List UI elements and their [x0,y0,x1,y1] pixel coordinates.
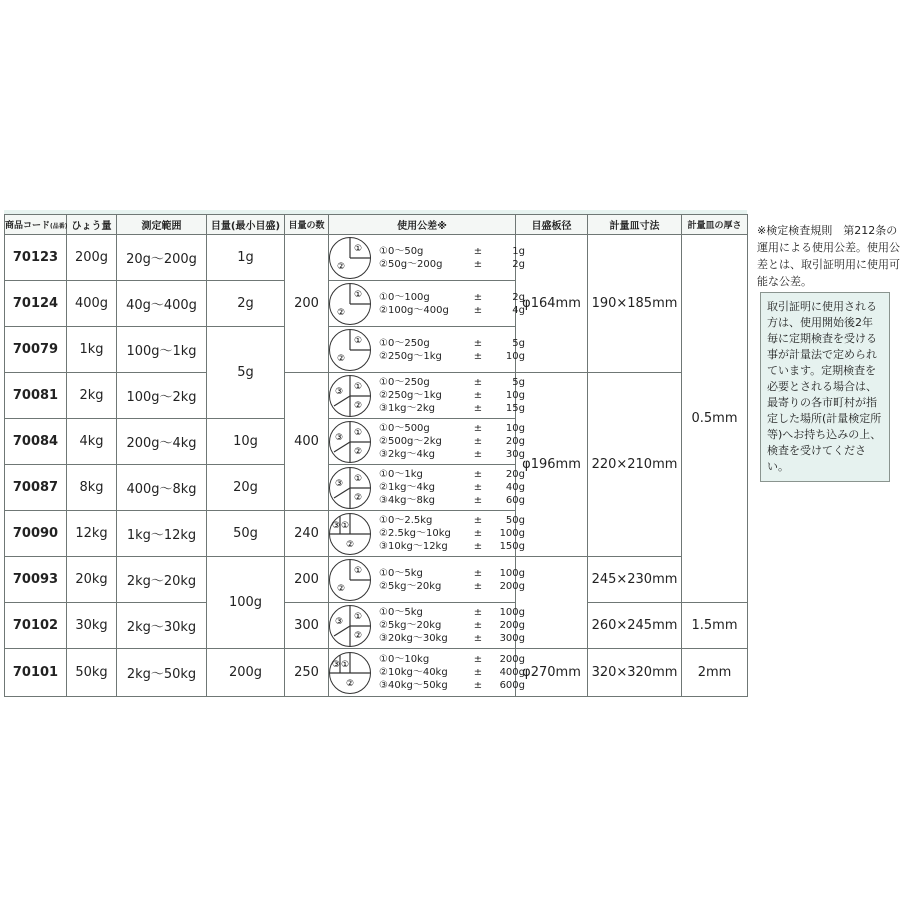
cell-tolerance [329,557,525,603]
tolerance-number: ② [379,304,388,316]
cell-capacity: 2kg [67,373,117,419]
tolerance-list [379,291,525,317]
header-tolerance: 使用公差※ [329,215,516,235]
tolerance-plusminus: ± [473,390,483,401]
tolerance-range: 0〜10kg [387,654,430,665]
dial-diagram-icon [329,329,371,371]
svg-text:①: ① [353,565,363,576]
svg-text:①: ① [353,289,363,300]
tolerance-range: 0〜250g [387,377,430,388]
tolerance-value: 150g [499,541,525,552]
tolerance-value: 100g [499,528,525,539]
cell-div-count: 300 [285,603,329,649]
tolerance-range: 0〜5kg [387,567,423,579]
tolerance-plusminus: ± [473,654,483,665]
tolerance-number: ① [379,377,388,388]
tolerance-number: ① [379,567,388,579]
tolerance-range-wrap [379,468,465,481]
tolerance-plusminus: ± [473,528,483,539]
cell-tolerance [329,419,525,465]
header-row [5,215,748,235]
tolerance-value: 100g [499,607,525,618]
tolerance-value: 300g [499,633,525,644]
cell-tolerance [329,281,525,327]
tolerance-range-wrap [379,679,465,692]
tolerance-range: 5kg〜20kg [387,580,442,592]
tolerance-number: ① [379,515,388,526]
tolerance-range-wrap [379,304,465,317]
tolerance-wrap [329,513,525,555]
cell-plate-size: 320×320mm [588,649,682,697]
tolerance-list [379,337,525,363]
table-row [5,373,748,419]
tolerance-value: 2g [512,291,525,303]
tolerance-line [379,494,525,507]
tolerance-range: 0〜250g [387,337,430,349]
cell-plate-thick: 0.5mm [682,235,748,603]
svg-text:②: ② [345,678,355,689]
tolerance-value: 5g [512,337,525,349]
tolerance-line [379,291,525,304]
tolerance-range: 1kg〜4kg [387,482,435,493]
tolerance-value: 1g [512,245,525,257]
svg-text:②: ② [336,353,346,364]
tolerance-value: 60g [505,495,525,506]
tolerance-range-wrap [379,580,465,593]
tolerance-value: 40g [505,482,525,493]
svg-text:②: ② [345,539,355,550]
tolerance-number: ② [379,620,388,631]
tolerance-range-wrap [379,666,465,679]
cell-division: 20g [207,465,285,511]
cell-tolerance [329,327,525,373]
cell-division: 10g [207,419,285,465]
cell-range: 200g〜4kg [117,419,207,465]
svg-text:①: ① [353,243,363,254]
tolerance-range: 2.5kg〜10kg [387,528,451,539]
tolerance-wrap [329,652,525,694]
tolerance-range: 50g〜200g [387,258,443,270]
tolerance-plusminus: ± [473,541,483,552]
tolerance-number: ② [379,482,388,493]
svg-text:③: ③ [331,520,341,531]
cell-code: 70124 [5,281,67,327]
cell-div-count: 250 [285,649,329,697]
cell-tolerance [329,511,525,557]
cell-code: 70123 [5,235,67,281]
tolerance-range-wrap [379,619,465,632]
cell-capacity: 8kg [67,465,117,511]
tolerance-line [379,567,525,580]
cell-code: 70101 [5,649,67,697]
tolerance-range-wrap [379,376,465,389]
tolerance-range: 100g〜400g [387,304,449,316]
cell-range: 2kg〜20kg [117,557,207,603]
tolerance-range: 5kg〜20kg [387,620,442,631]
cell-code: 70093 [5,557,67,603]
tolerance-number: ① [379,337,388,349]
tolerance-line [379,245,525,258]
tolerance-range: 250g〜1kg [387,350,442,362]
tolerance-range-wrap [379,337,465,350]
tolerance-range: 0〜5kg [387,607,423,618]
cell-code: 70087 [5,465,67,511]
svg-text:③: ③ [334,386,344,397]
tolerance-range-wrap [379,422,465,435]
svg-text:①: ① [353,473,363,484]
tolerance-value: 10g [505,350,525,362]
cell-range: 400g〜8kg [117,465,207,511]
cell-code: 70102 [5,603,67,649]
tolerance-plusminus: ± [473,620,483,631]
tolerance-range-wrap [379,632,465,645]
dial-diagram-icon [329,237,371,279]
tolerance-range: 500g〜2kg [387,436,442,447]
cell-div-count: 200 [285,557,329,603]
cell-code: 70090 [5,511,67,557]
cell-range: 100g〜2kg [117,373,207,419]
cell-tolerance [329,465,525,511]
cell-capacity: 400g [67,281,117,327]
tolerance-line [379,468,525,481]
tolerance-line [379,540,525,553]
cell-capacity: 200g [67,235,117,281]
svg-text:②: ② [336,583,346,594]
tolerance-value: 400g [499,667,525,678]
tolerance-value: 200g [499,654,525,665]
header-range: 測定範囲 [117,215,207,235]
tolerance-range: 40kg〜50kg [387,680,448,691]
tolerance-range: 0〜100g [387,291,430,303]
tolerance-line [379,350,525,363]
svg-text:②: ② [353,446,363,457]
tolerance-number: ③ [379,449,388,460]
cell-range: 1kg〜12kg [117,511,207,557]
cell-range: 40g〜400g [117,281,207,327]
tolerance-plusminus: ± [473,580,483,592]
tolerance-line [379,402,525,415]
tolerance-plusminus: ± [473,304,483,316]
cell-capacity: 30kg [67,603,117,649]
header-plate-thick: 計量皿の厚さ [682,215,748,235]
dial-diagram-icon [329,375,371,417]
tolerance-line [379,389,525,402]
cell-tolerance [329,649,525,697]
tolerance-plusminus: ± [473,515,483,526]
tolerance-range-wrap [379,606,465,619]
svg-text:①: ① [340,520,350,531]
tolerance-number: ③ [379,541,388,552]
tolerance-range: 0〜1kg [387,469,423,480]
tolerance-range-wrap [379,567,465,580]
tolerance-range: 10kg〜12kg [387,541,448,552]
tolerance-range: 0〜500g [387,423,430,434]
tolerance-number: ② [379,436,388,447]
header-capacity: ひょう量 [67,215,117,235]
tolerance-range-wrap [379,540,465,553]
tolerance-plusminus: ± [473,258,483,270]
tolerance-number: ① [379,469,388,480]
tolerance-plusminus: ± [473,495,483,506]
tolerance-number: ① [379,291,388,303]
svg-text:③: ③ [334,478,344,489]
dial-diagram-icon [329,283,371,325]
tolerance-value: 15g [505,403,525,414]
tolerance-wrap [329,329,525,371]
tolerance-plusminus: ± [473,350,483,362]
tolerance-range-wrap [379,448,465,461]
tolerance-range-wrap [379,653,465,666]
tolerance-plusminus: ± [473,337,483,349]
tolerance-line [379,376,525,389]
tolerance-plusminus: ± [473,436,483,447]
cell-tolerance [329,603,525,649]
tolerance-wrap [329,283,525,325]
tolerance-number: ③ [379,403,388,414]
cell-plate-size: 220×210mm [588,373,682,557]
header-plate-size: 計量皿寸法 [588,215,682,235]
tolerance-wrap [329,605,525,647]
tolerance-plusminus: ± [473,403,483,414]
tolerance-value: 10g [505,390,525,401]
tolerance-plusminus: ± [473,449,483,460]
tolerance-value: 20g [505,469,525,480]
tolerance-range: 4kg〜8kg [387,495,435,506]
cell-div-count: 400 [285,373,329,511]
svg-text:②: ② [353,400,363,411]
tolerance-range-wrap [379,291,465,304]
dial-diagram-icon [329,559,371,601]
svg-text:①: ① [353,335,363,346]
tolerance-line [379,304,525,317]
tolerance-plusminus: ± [473,607,483,618]
cell-dial-dia-empty [516,557,588,649]
tolerance-number: ② [379,667,388,678]
dial-diagram-icon [329,513,371,555]
tolerance-value: 600g [499,680,525,691]
cell-code: 70079 [5,327,67,373]
tolerance-range-wrap [379,245,465,258]
tolerance-number: ② [379,350,388,362]
tolerance-line [379,679,525,692]
cell-capacity: 1kg [67,327,117,373]
cell-division: 200g [207,649,285,697]
tolerance-line [379,481,525,494]
tolerance-value: 200g [499,620,525,631]
tolerance-range-wrap [379,435,465,448]
tolerance-value: 20g [505,436,525,447]
spec-table [4,214,748,697]
tolerance-value: 100g [499,567,525,579]
tolerance-range: 2kg〜4kg [387,449,435,460]
svg-text:②: ② [353,630,363,641]
tolerance-line [379,606,525,619]
svg-text:①: ① [353,427,363,438]
svg-text:③: ③ [334,616,344,627]
tolerance-line [379,653,525,666]
tolerance-line [379,619,525,632]
cell-range: 20g〜200g [117,235,207,281]
cell-dial-dia: φ164mm [516,235,588,373]
tolerance-wrap [329,559,525,601]
tolerance-value: 4g [512,304,525,316]
tolerance-list [379,514,525,553]
tolerance-plusminus: ± [473,423,483,434]
tolerance-range: 20kg〜30kg [387,633,448,644]
table-row [5,649,748,697]
tolerance-line [379,337,525,350]
tolerance-value: 50g [505,515,525,526]
inspection-note-box: 取引証明に使用される方は、使用開始後2年毎に定期検査を受ける事が計量法で定められています。定期検査を必要とされる場合は、最寄りの各市町村が指定した場所(計量検定所等)へお持ち込みの上、検査を受けてください。 [760,292,890,482]
tolerance-wrap [329,421,525,463]
regulation-note: ※検定検査規則 第212条の運用による使用公差。使用公差とは、取引証明用に使用可能な公差。 [757,224,900,288]
cell-division: 50g [207,511,285,557]
tolerance-plusminus: ± [473,482,483,493]
header-code: 商品コード(品番) [5,215,67,235]
cell-plate-thick: 2mm [682,649,748,697]
tolerance-range-wrap [379,402,465,415]
cell-range: 2kg〜30kg [117,603,207,649]
tolerance-range-wrap [379,481,465,494]
tolerance-line [379,435,525,448]
tolerance-line [379,527,525,540]
cell-capacity: 12kg [67,511,117,557]
cell-plate-thick: 1.5mm [682,603,748,649]
tolerance-list [379,468,525,507]
tolerance-list [379,245,525,271]
cell-dial-dia: φ196mm [516,373,588,557]
tolerance-number: ② [379,258,388,270]
tolerance-list [379,376,525,415]
tolerance-number: ① [379,423,388,434]
tolerance-range-wrap [379,494,465,507]
svg-text:①: ① [340,659,350,670]
tolerance-wrap [329,237,525,279]
cell-division: 100g [207,557,285,649]
svg-text:②: ② [353,492,363,503]
tolerance-plusminus: ± [473,567,483,579]
tolerance-range-wrap [379,258,465,271]
tolerance-wrap [329,375,525,417]
tolerance-value: 5g [512,377,525,388]
cell-range: 100g〜1kg [117,327,207,373]
cell-plate-size: 190×185mm [588,235,682,373]
cell-plate-size: 245×230mm [588,557,682,603]
tolerance-number: ① [379,607,388,618]
tolerance-value: 2g [512,258,525,270]
cell-capacity: 50kg [67,649,117,697]
tolerance-number: ② [379,390,388,401]
tolerance-wrap [329,467,525,509]
tolerance-range-wrap [379,527,465,540]
svg-text:③: ③ [334,432,344,443]
svg-text:①: ① [353,381,363,392]
cell-code: 70084 [5,419,67,465]
cell-division: 5g [207,327,285,419]
tolerance-list [379,653,525,692]
tolerance-line [379,580,525,593]
tolerance-value: 200g [499,580,525,592]
header-div-count: 目量の数 [285,215,329,235]
tolerance-range: 1kg〜2kg [387,403,435,414]
tolerance-number: ③ [379,495,388,506]
tolerance-value: 30g [505,449,525,460]
svg-text:③: ③ [331,659,341,670]
tolerance-plusminus: ± [473,680,483,691]
table-row [5,603,748,649]
dial-diagram-icon [329,605,371,647]
cell-range: 2kg〜50kg [117,649,207,697]
tolerance-range: 10kg〜40kg [387,667,448,678]
tolerance-range: 0〜2.5kg [387,515,433,526]
header-division: 目量(最小目盛) [207,215,285,235]
svg-text:①: ① [353,611,363,622]
tolerance-line [379,422,525,435]
cell-tolerance [329,235,525,281]
svg-text:②: ② [336,307,346,318]
tolerance-number: ① [379,245,388,257]
tolerance-line [379,448,525,461]
tolerance-number: ③ [379,633,388,644]
tolerance-list [379,422,525,461]
cell-dial-dia: φ270mm [516,649,588,697]
tolerance-range: 250g〜1kg [387,390,442,401]
tolerance-range: 0〜50g [387,245,424,257]
tolerance-number: ① [379,654,388,665]
tolerance-plusminus: ± [473,469,483,480]
tolerance-number: ② [379,580,388,592]
tolerance-plusminus: ± [473,667,483,678]
svg-text:②: ② [336,261,346,272]
cell-capacity: 4kg [67,419,117,465]
tolerance-plusminus: ± [473,291,483,303]
tolerance-range-wrap [379,389,465,402]
cell-division: 2g [207,281,285,327]
cell-plate-size: 260×245mm [588,603,682,649]
tolerance-range-wrap [379,514,465,527]
dial-diagram-icon [329,421,371,463]
tolerance-plusminus: ± [473,245,483,257]
table-row [5,557,748,603]
tolerance-line [379,666,525,679]
dial-diagram-icon [329,467,371,509]
tolerance-value: 10g [505,423,525,434]
tolerance-plusminus: ± [473,377,483,388]
tolerance-list [379,606,525,645]
header-dial-dia: 目盛板径 [516,215,588,235]
cell-div-count: 240 [285,511,329,557]
tolerance-line [379,514,525,527]
tolerance-list [379,567,525,593]
tolerance-range-wrap [379,350,465,363]
cell-code: 70081 [5,373,67,419]
tolerance-line [379,632,525,645]
cell-div-count: 200 [285,235,329,373]
cell-division: 1g [207,235,285,281]
cell-tolerance [329,373,525,419]
table-row [5,235,748,281]
dial-diagram-icon [329,652,371,694]
tolerance-number: ② [379,528,388,539]
tolerance-line [379,258,525,271]
cell-capacity: 20kg [67,557,117,603]
tolerance-number: ③ [379,680,388,691]
tolerance-plusminus: ± [473,633,483,644]
